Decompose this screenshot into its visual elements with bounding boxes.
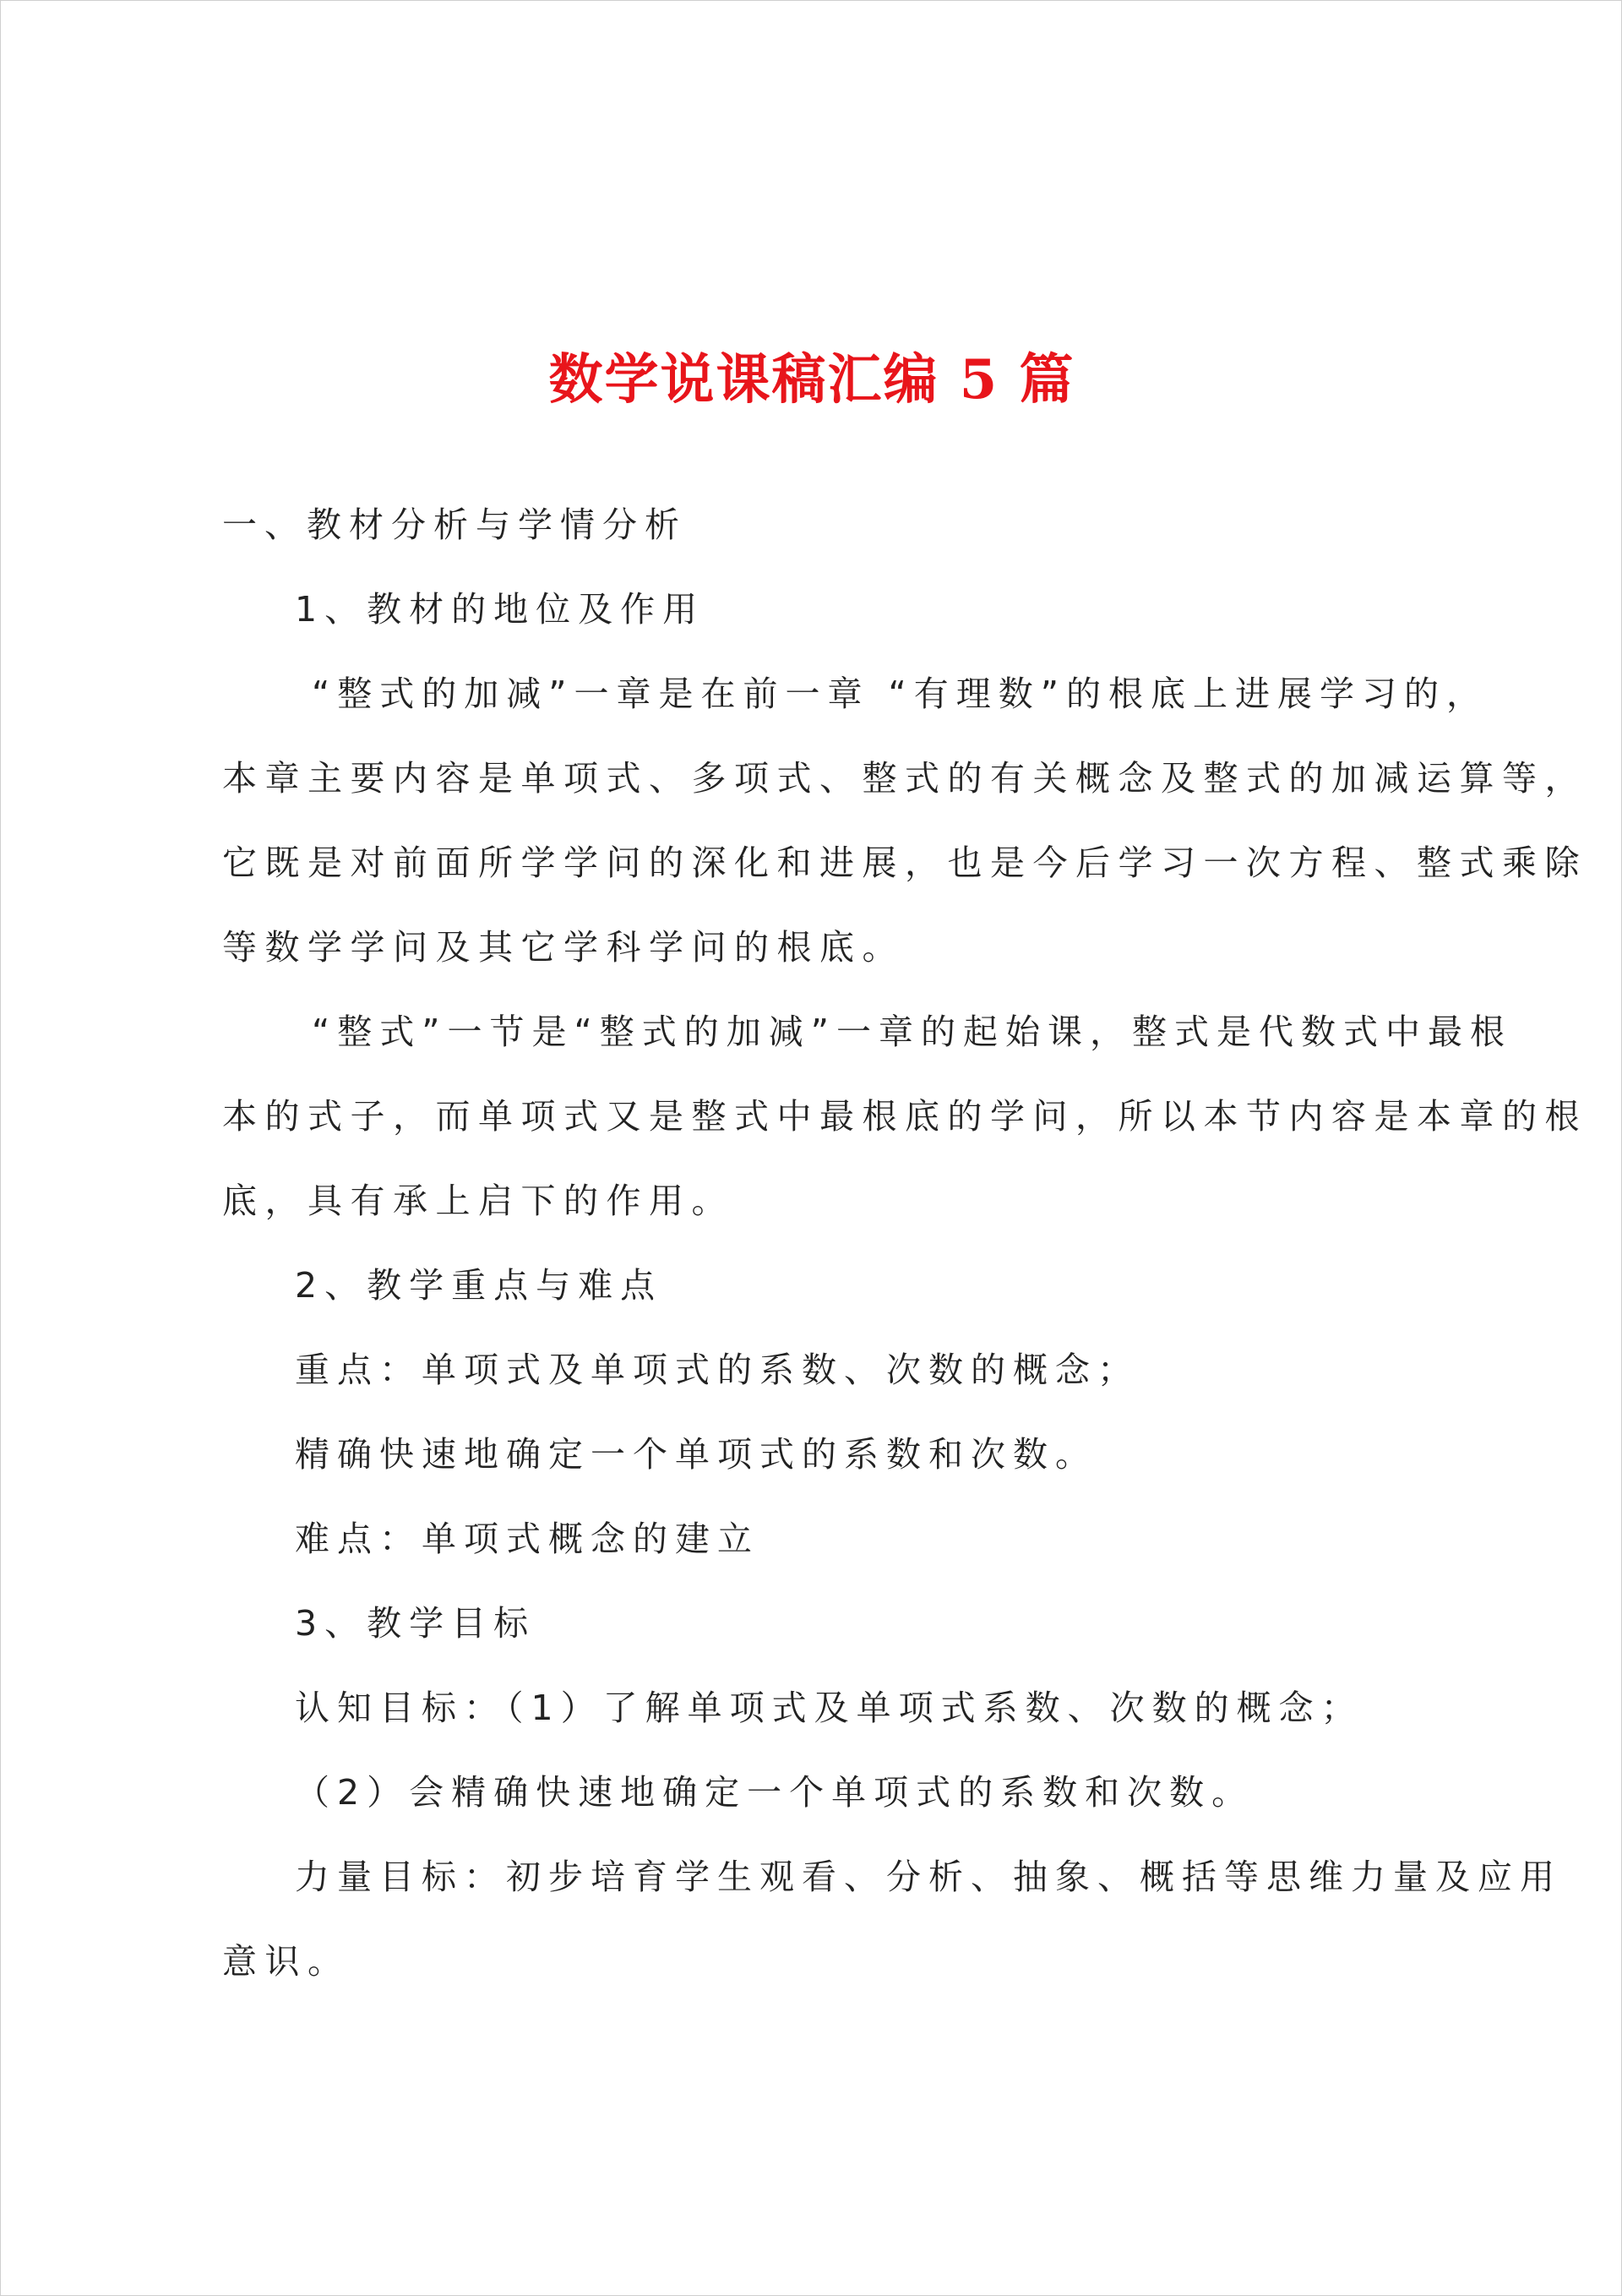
- paragraph-line: 难点：单项式概念的建立: [295, 1519, 759, 1559]
- paragraph-line: 底，具有承上启下的作用。: [222, 1181, 734, 1221]
- subsection-heading-3: 3、教学目标: [295, 1603, 536, 1644]
- paragraph-line: 本章主要内容是单项式、多项式、整式的有关概念及整式的加减运算等，: [222, 758, 1587, 799]
- paragraph-line: “整式的加减”一章是在前一章 “有理数”的根底上进展学习的，: [312, 674, 1489, 714]
- paragraph-line: 意识。: [222, 1941, 351, 1982]
- paragraph-line: 本的式子，而单项式又是整式中最根底的学问，所以本节内容是本章的根: [222, 1096, 1587, 1137]
- paragraph-line: 它既是对前面所学学问的深化和进展，也是今后学习一次方程、整式乘除: [222, 843, 1587, 883]
- paragraph-line: 等数学学问及其它学科学问的根底。: [222, 927, 905, 968]
- paragraph-line: 精确快速地确定一个单项式的系数和次数。: [295, 1434, 1097, 1475]
- document-title: 数学说课稿汇编 5 篇: [548, 348, 1075, 412]
- paragraph-line: 重点：单项式及单项式的系数、次数的概念；: [295, 1350, 1140, 1390]
- subsection-heading-2: 2、教学重点与难点: [295, 1265, 663, 1306]
- subsection-heading-1: 1、教材的地位及作用: [295, 589, 705, 630]
- paragraph-line: “整式”一节是“整式的加减”一章的起始课，整式是代数式中最根: [312, 1012, 1512, 1052]
- paragraph-line: 认知目标：（1）了解单项式及单项式系数、次数的概念；: [295, 1688, 1363, 1728]
- section-heading-1: 一、教材分析与学情分析: [222, 504, 687, 545]
- paragraph-line: （2）会精确快速地确定一个单项式的系数和次数。: [295, 1772, 1255, 1813]
- paragraph-line: 力量目标：初步培育学生观看、分析、抽象、概括等思维力量及应用: [295, 1857, 1562, 1897]
